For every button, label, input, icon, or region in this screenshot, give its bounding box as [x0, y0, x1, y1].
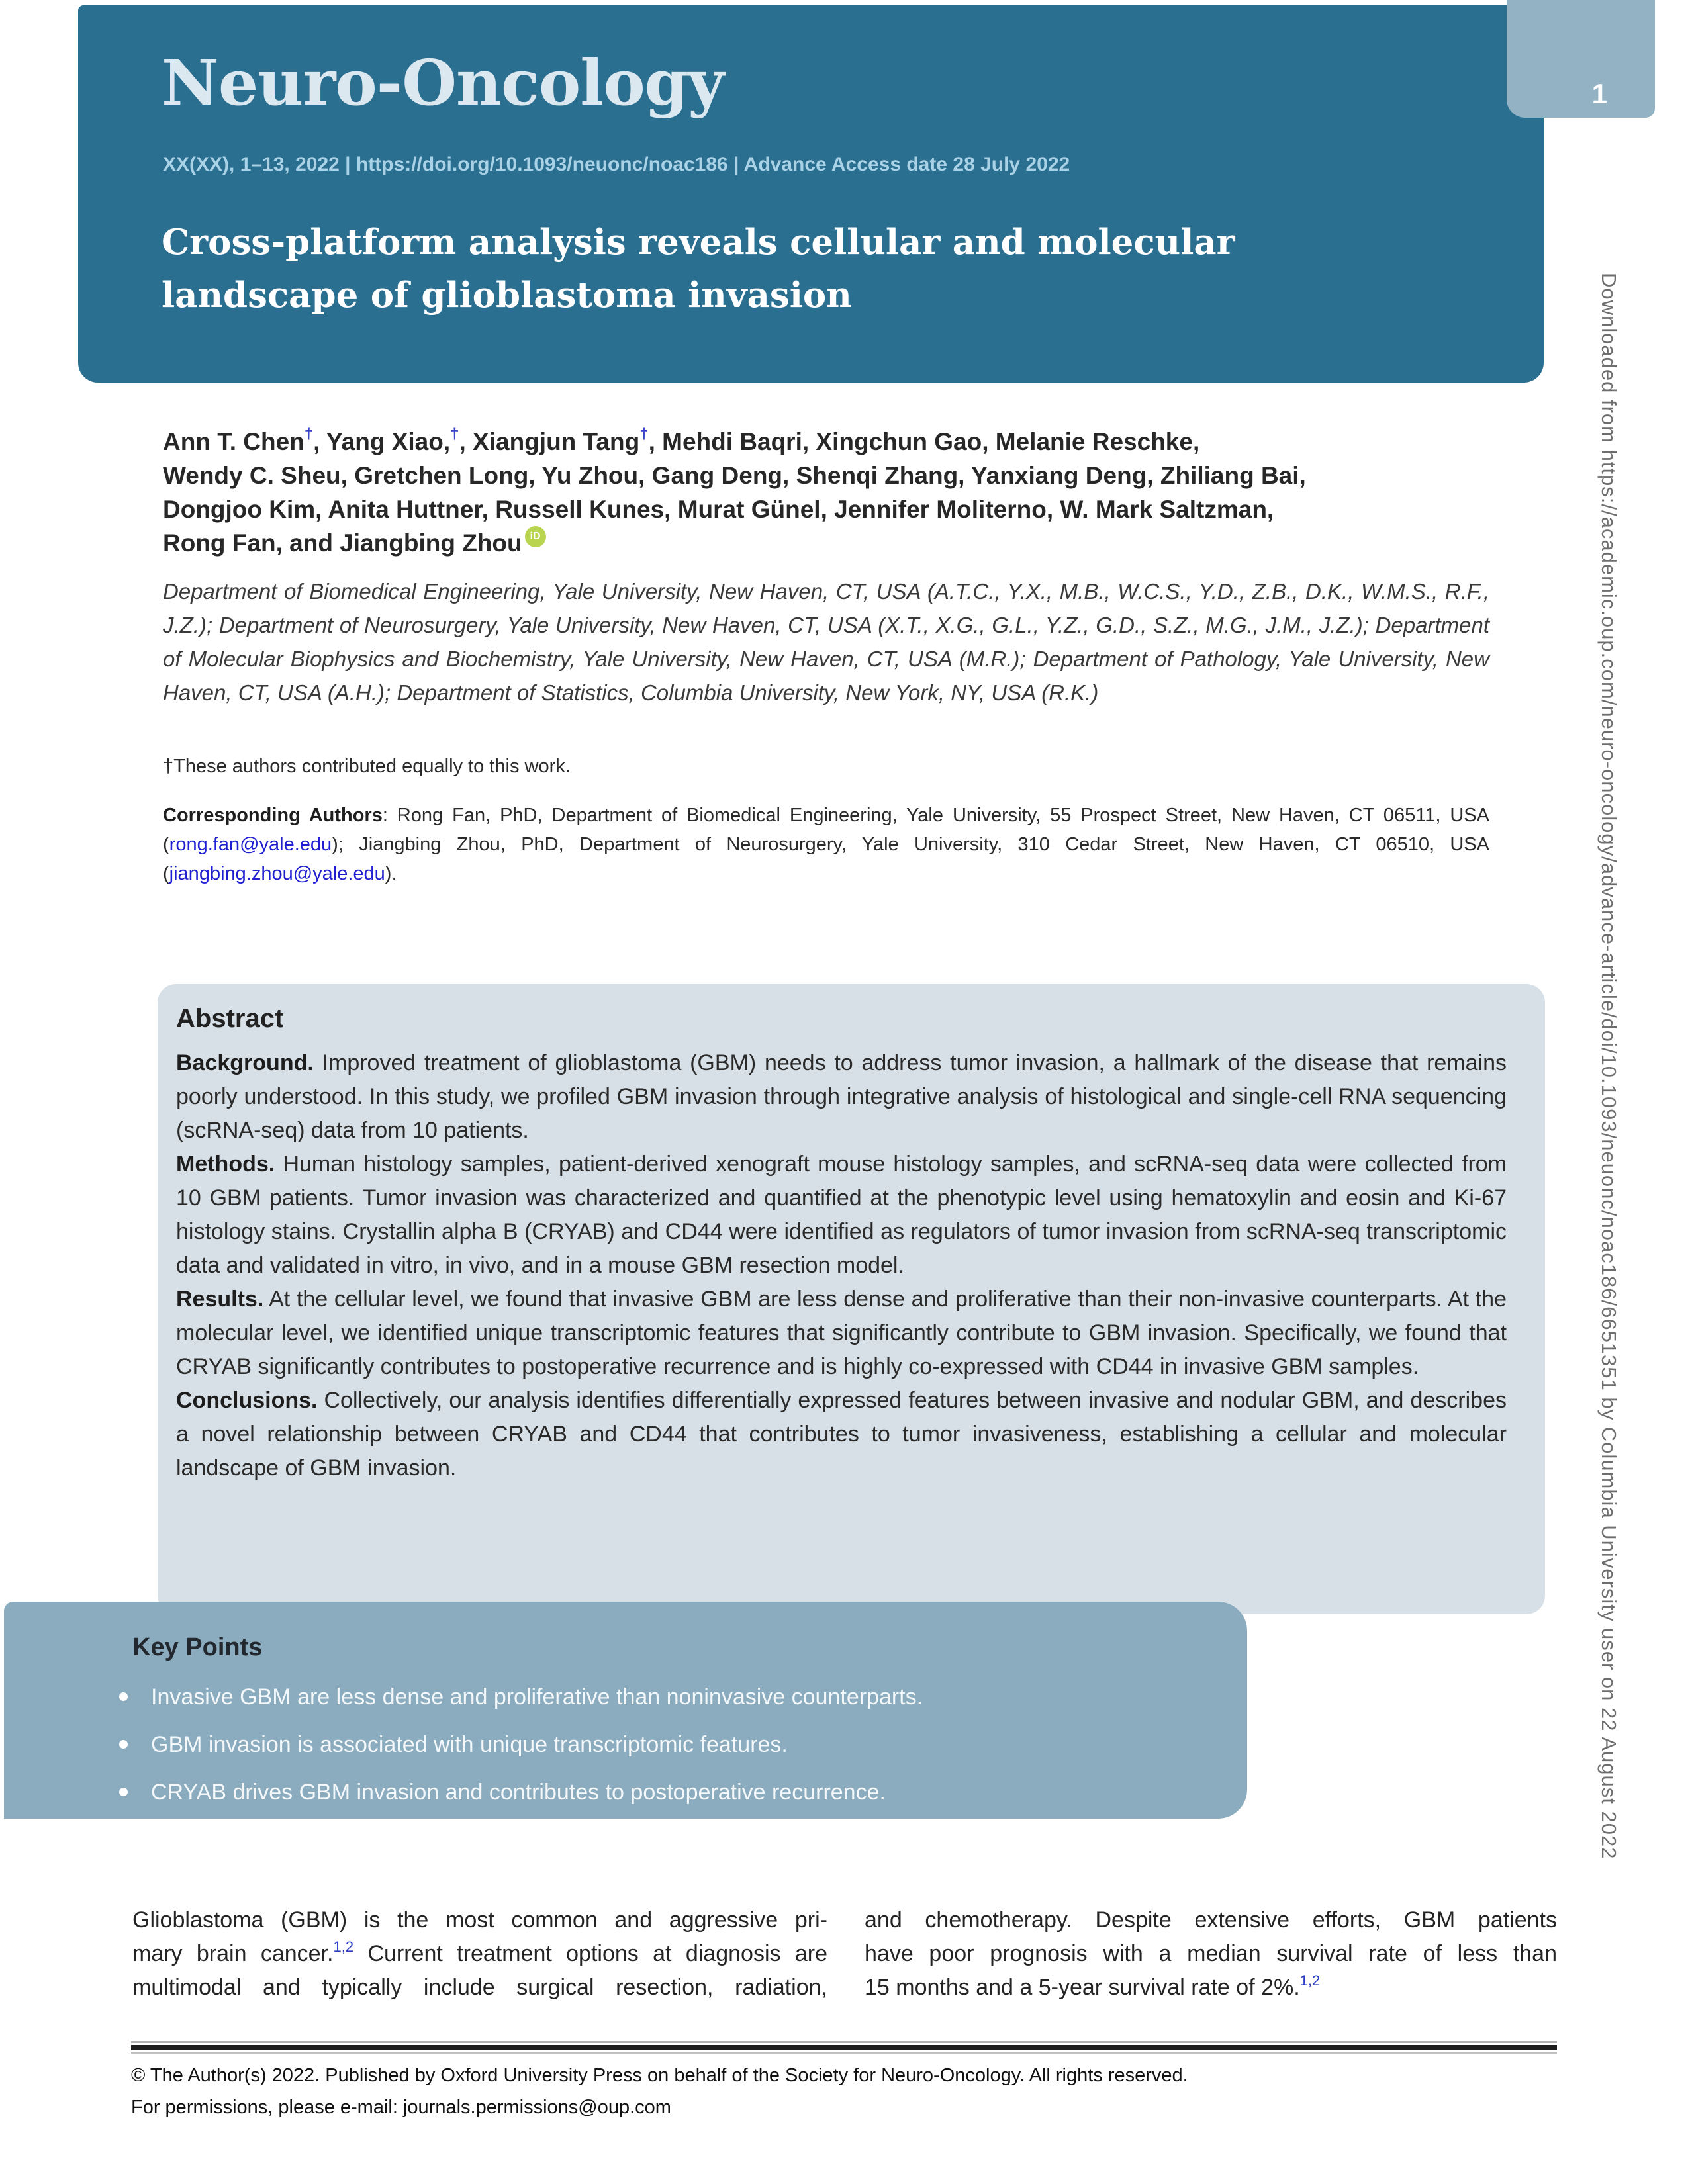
corresponding-text: : Rong Fan, PhD, Department of Biomedical Engineering, Yale University, 55 Prospect Street, New Haven, CT 06511, USA (: [163, 805, 1489, 855]
journal-name: Neuro-Oncology: [162, 46, 724, 120]
conclusions-text: Collectively, our analysis identifies differentially expressed features between invasive and nodular GBM, and describes a novel relationship between CRYAB and CD44 that contributes to tumor invasiveness, establishing a cellular and molecular landscape of GBM invasion.: [176, 1388, 1507, 1480]
abstract-methods: [176, 1148, 1507, 1283]
body-text: 15 months and a 5-year survival rate of 2%.: [865, 1975, 1300, 2000]
copyright-notice: [131, 2060, 1557, 2123]
citation-line: XX(XX), 1–13, 2022 | https://doi.org/10.1093/neuonc/noac186 | Advance Access date 28 July 2022: [163, 154, 1070, 175]
conclusions-label: Conclusions.: [176, 1388, 318, 1413]
reference-superscript[interactable]: 1,2: [333, 1938, 354, 1955]
reference-superscript[interactable]: 1,2: [1299, 1972, 1321, 1989]
copyright-line1: © The Author(s) 2022. Published by Oxford University Press on behalf of the Society for Neuro-Oncology. All rights reserved.: [131, 2065, 1188, 2086]
methods-text: Human histology samples, patient-derived xenograft mouse histology samples, and scRNA-seq data were collected from 10 GBM patients. Tumor invasion was characterized and quantified at the phenotypic level using hematoxylin and eosin and Ki-67 histology stains. Crystallin alpha B (CRYAB) and CD44 were identified as regulators of tumor invasion from scRNA-seq transcriptomic data and validated in vitro, in vivo, and in a mouse GBM resection model.: [176, 1152, 1507, 1278]
affiliations: Department of Biomedical Engineering, Yale University, New Haven, CT, USA (A.T.C., Y.X., M.B., W.C.S., Y.D., Z.B., D.K., W.M.S., R.F., J.Z.); Department of Neurosurgery, Yale University, New Haven, CT, USA (X.T., X.G., G.L., Y.Z., G.D., S.Z., M.G., J.M., J.Z.); Department of Molecular Biophysics and Biochemistry, Yale University, New Haven, CT, USA (M.R.); Department of Pathology, Yale University, New Haven, CT, USA (A.H.); Department of Statistics, Columbia University, New York, NY, USA (R.K.): [163, 579, 1489, 705]
author-name: , Yang Xiao,: [313, 428, 451, 455]
body-text-line: Glioblastoma (GBM) is the most common and aggressive pri-: [132, 1907, 827, 1933]
page-number-tab: [1507, 0, 1655, 118]
equal-contribution-note: †These authors contributed equally to this work.: [163, 756, 571, 777]
body-text-line: have poor prognosis with a median survival rate of less than: [865, 1941, 1557, 1966]
corresponding-authors: [163, 801, 1489, 888]
page-number: 1: [1591, 78, 1607, 109]
background-label: Background.: [176, 1050, 314, 1075]
footer-divider-thin-line: [131, 2041, 1557, 2043]
footer-divider: [131, 2041, 1557, 2054]
body-column-left: [132, 1903, 827, 2005]
background-text: Improved treatment of glioblastoma (GBM) needs to address tumor invasion, a hallmark of the disease that remains poorly understood. In this study, we profiled GBM invasion through integrative analysis of histological and single-cell RNA sequencing (scRNA-seq) data from 10 patients.: [176, 1050, 1507, 1143]
abstract-conclusions: [176, 1384, 1507, 1485]
dagger-superscript: †: [639, 424, 649, 443]
body-text-line: multimodal and typically include surgical resection, radiation,: [132, 1975, 827, 2000]
corresponding-text: ).: [385, 863, 397, 884]
download-watermark: Downloaded from https://academic.oup.com/neuro-oncology/advance-article/doi/10.1093/neuonc/noac186/6651351 by Columbia University user on 22 August 2022: [1597, 273, 1620, 1860]
methods-label: Methods.: [176, 1152, 275, 1177]
article-title: [162, 216, 1235, 322]
results-label: Results.: [176, 1287, 264, 1312]
author-line: [163, 425, 1487, 459]
key-points-heading: Key Points: [132, 1633, 263, 1661]
email-link-rong-fan[interactable]: rong.fan@yale.edu: [169, 834, 332, 855]
author-name: , Xiangjun Tang: [459, 428, 640, 455]
abstract-results: [176, 1283, 1507, 1384]
key-point-item: Invasive GBM are less dense and proliferative than noninvasive counterparts.: [151, 1673, 1184, 1721]
article-title-line2: landscape of glioblastoma invasion: [162, 275, 852, 316]
journal-header-banner: [78, 5, 1544, 383]
author-list: [163, 425, 1487, 560]
body-text-line: [132, 1937, 827, 1971]
key-point-item: CRYAB drives GBM invasion and contributes to postoperative recurrence.: [151, 1768, 1184, 1816]
body-text: mary brain cancer.: [132, 1941, 334, 1966]
body-text-line: and chemotherapy. Despite extensive efforts, GBM patients: [865, 1907, 1557, 1933]
key-points-section: [4, 1602, 1247, 1819]
author-name: Ann T. Chen: [163, 428, 305, 455]
author-name: Rong Fan, and Jiangbing Zhou: [163, 529, 522, 557]
corresponding-label: Corresponding Authors: [163, 805, 383, 826]
body-text: Current treatment options at diagnosis are: [353, 1941, 827, 1966]
copyright-line2: For permissions, please e-mail: journals.permissions@oup.com: [131, 2097, 671, 2118]
author-line: Dongjoo Kim, Anita Huttner, Russell Kunes, Murat Günel, Jennifer Moliterno, W. Mark Saltzman,: [163, 496, 1274, 523]
corresponding-text: ); Jiangbing Zhou, PhD, Department of Neurosurgery, Yale University, 310 Cedar Street, New Haven, CT 06510, USA (: [163, 834, 1489, 884]
author-name: , Mehdi Baqri, Xingchun Gao, Melanie Reschke,: [648, 428, 1200, 455]
key-points-list: [151, 1673, 1184, 1816]
body-text-line: [865, 1971, 1557, 2005]
abstract-body: [176, 1046, 1507, 1485]
footer-divider-thick-line: [131, 2045, 1557, 2050]
email-link-jiangbing-zhou[interactable]: jiangbing.zhou@yale.edu: [169, 863, 385, 884]
results-text: At the cellular level, we found that invasive GBM are less dense and proliferative than their non-invasive counterparts. At the molecular level, we identified unique transcriptomic features that significantly contribute to GBM invasion. Specifically, we found that CRYAB significantly contributes to postoperative recurrence and is highly co-expressed with CD44 in invasive GBM samples.: [176, 1287, 1507, 1379]
abstract-background: [176, 1046, 1507, 1148]
dagger-superscript: †: [304, 424, 314, 443]
article-title-line1: Cross-platform analysis reveals cellular and molecular: [162, 222, 1235, 263]
footer-divider-bottom-line: [131, 2052, 1557, 2054]
key-point-item: GBM invasion is associated with unique transcriptomic features.: [151, 1721, 1184, 1768]
abstract-section: [158, 984, 1545, 1614]
abstract-heading: Abstract: [176, 1004, 284, 1033]
body-column-right: [865, 1903, 1557, 2005]
author-line: Wendy C. Sheu, Gretchen Long, Yu Zhou, Gang Deng, Shenqi Zhang, Yanxiang Deng, Zhiliang Bai,: [163, 462, 1306, 489]
orcid-icon[interactable]: iD: [525, 526, 546, 547]
dagger-superscript: †: [450, 424, 459, 443]
author-line: [163, 526, 1487, 560]
